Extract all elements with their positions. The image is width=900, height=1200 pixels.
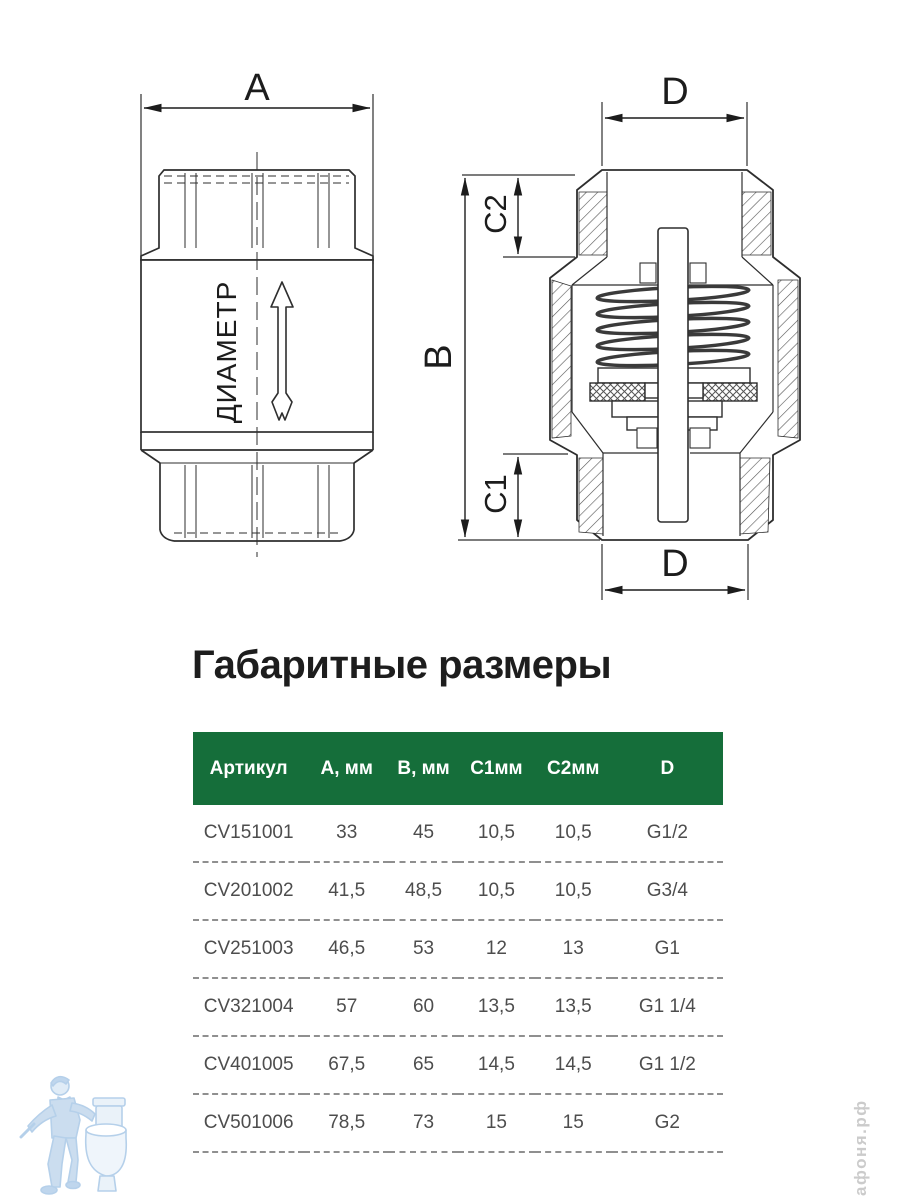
cell-a: 67,5 bbox=[304, 1036, 389, 1094]
cell-c2: 15 bbox=[535, 1094, 612, 1152]
cell-c1: 12 bbox=[458, 920, 535, 978]
column-header-a: А, мм bbox=[304, 732, 389, 805]
valve-section-view-drawing bbox=[418, 66, 842, 611]
cell-b: 48,5 bbox=[389, 862, 458, 920]
table-row bbox=[193, 805, 723, 862]
table-header bbox=[193, 732, 723, 805]
cell-c1: 10,5 bbox=[458, 862, 535, 920]
cell-article: CV401005 bbox=[193, 1036, 304, 1094]
cell-d: G1 1/4 bbox=[612, 978, 723, 1036]
dimension-label-b: B bbox=[418, 344, 460, 370]
cell-a: 33 bbox=[304, 805, 389, 862]
cell-b: 60 bbox=[389, 978, 458, 1036]
cell-c1: 10,5 bbox=[458, 805, 535, 862]
cell-d: G2 bbox=[612, 1094, 723, 1152]
table-row bbox=[193, 920, 723, 978]
cell-a: 57 bbox=[304, 978, 389, 1036]
cell-d: G3/4 bbox=[612, 862, 723, 920]
column-header-b: В, мм bbox=[389, 732, 458, 805]
cell-article: CV501006 bbox=[193, 1094, 304, 1152]
cell-article: CV321004 bbox=[193, 978, 304, 1036]
cell-d: G1/2 bbox=[612, 805, 723, 862]
valve-front-view-drawing bbox=[128, 52, 442, 576]
column-header-article: Артикул bbox=[193, 732, 304, 805]
cell-article: CV201002 bbox=[193, 862, 304, 920]
cell-a: 41,5 bbox=[304, 862, 389, 920]
cell-a: 46,5 bbox=[304, 920, 389, 978]
cell-b: 53 bbox=[389, 920, 458, 978]
dimension-label-c2: C2 bbox=[478, 194, 513, 234]
dimension-label-a: A bbox=[244, 67, 270, 109]
dimensions-table bbox=[193, 732, 723, 1153]
cell-b: 73 bbox=[389, 1094, 458, 1152]
dimension-label-c1: C1 bbox=[478, 474, 513, 514]
column-header-d: D bbox=[612, 732, 723, 805]
cell-article: CV251003 bbox=[193, 920, 304, 978]
table-row bbox=[193, 862, 723, 920]
cell-c2: 13,5 bbox=[535, 978, 612, 1036]
table-row bbox=[193, 1036, 723, 1094]
dimension-label-d-bottom: D bbox=[661, 543, 689, 585]
cell-b: 65 bbox=[389, 1036, 458, 1094]
cell-c2: 10,5 bbox=[535, 862, 612, 920]
cell-c2: 13 bbox=[535, 920, 612, 978]
cell-c2: 14,5 bbox=[535, 1036, 612, 1094]
dimension-label-d-top: D bbox=[661, 71, 689, 113]
cell-c2: 10,5 bbox=[535, 805, 612, 862]
flow-direction-label: ДИАМЕТР bbox=[211, 280, 242, 424]
cell-c1: 15 bbox=[458, 1094, 535, 1152]
plumber-watermark-icon bbox=[18, 1072, 153, 1200]
table-row bbox=[193, 1094, 723, 1152]
column-header-c1: С1мм bbox=[458, 732, 535, 805]
site-watermark: афоня.рф bbox=[851, 1099, 870, 1196]
valve-stem bbox=[658, 228, 688, 522]
cell-b: 45 bbox=[389, 805, 458, 862]
cell-article: CV151001 bbox=[193, 805, 304, 862]
cell-c1: 13,5 bbox=[458, 978, 535, 1036]
table-row bbox=[193, 978, 723, 1036]
cell-c1: 14,5 bbox=[458, 1036, 535, 1094]
column-header-c2: С2мм bbox=[535, 732, 612, 805]
cell-d: G1 bbox=[612, 920, 723, 978]
cell-a: 78,5 bbox=[304, 1094, 389, 1152]
cell-d: G1 1/2 bbox=[612, 1036, 723, 1094]
section-title: Габаритные размеры bbox=[192, 643, 612, 687]
